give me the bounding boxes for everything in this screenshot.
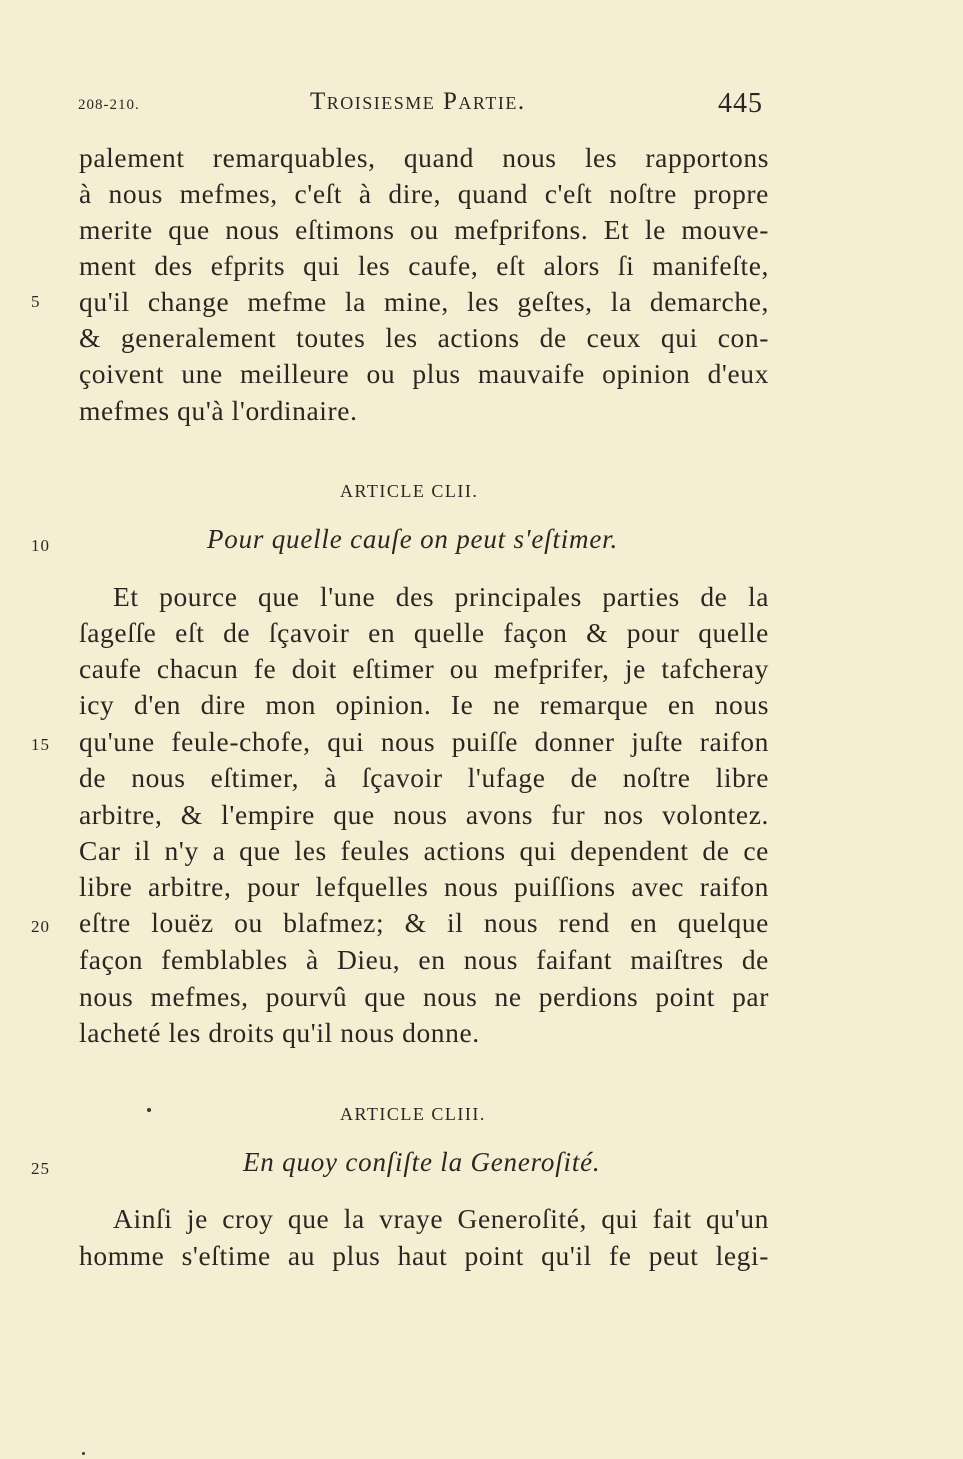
text-line: nous mefmes, pourvû que nous ne perdions point par: [79, 981, 769, 1012]
text-line: qu'il change mefme la mine, les geſtes, la demarche,: [79, 286, 769, 317]
ink-speck: [82, 1452, 85, 1455]
text-line: Ainſi je croy que la vraye Generoſité, qui fait qu'un: [113, 1203, 769, 1234]
page-range: 208-210.: [78, 97, 140, 113]
line-number: 25: [31, 1159, 50, 1178]
page-number: 445: [718, 88, 763, 119]
text-line: homme s'eſtime au plus haut point qu'il fe peut legi-: [79, 1240, 769, 1271]
text-line: façon femblables à Dieu, en nous faifant maiſtres de: [79, 944, 769, 975]
article-heading: ARTICLE CLII.: [340, 481, 479, 501]
article-title: En quoy conſiſte la Generoſité.: [243, 1147, 601, 1177]
text-line: arbitre, & l'empire que nous avons fur nos volontez.: [79, 799, 769, 830]
text-line: çoivent une meilleure ou plus mauvaife opinion d'eux: [79, 358, 769, 389]
article-heading: ARTICLE CLIII.: [340, 1104, 486, 1124]
text-line: merite que nous eſtimons ou mefprifons. Et le mouve-: [79, 214, 769, 245]
text-line: qu'une feule-chofe, qui nous puiſſe donner juſte raifon: [79, 726, 769, 757]
text-line: de nous eſtimer, à ſçavoir l'ufage de noſtre libre: [79, 762, 769, 793]
line-number: 20: [31, 917, 50, 936]
line-number: 5: [31, 292, 41, 311]
text-line: mefmes qu'à l'ordinaire.: [79, 395, 358, 426]
text-line: palement remarquables, quand nous les rapportons: [79, 142, 769, 173]
ink-speck: [147, 1108, 151, 1112]
text-line: icy d'en dire mon opinion. Ie ne remarque en nous: [79, 689, 769, 720]
text-line: lacheté les droits qu'il nous donne.: [79, 1017, 480, 1048]
running-title: Troisiesme Partie.: [310, 88, 526, 115]
text-line: à nous mefmes, c'eſt à dire, quand c'eſt noſtre propre: [79, 178, 769, 209]
text-line: & generalement toutes les actions de ceux qui con-: [79, 322, 769, 353]
text-line: libre arbitre, pour lefquelles nous puiſſions avec raifon: [79, 871, 769, 902]
text-line: ment des efprits qui les caufe, eſt alors ſi manifeſte,: [79, 250, 769, 281]
text-line: ſageſſe eſt de ſçavoir en quelle façon & pour quelle: [79, 617, 769, 648]
text-line: Car il n'y a que les feules actions qui dependent de ce: [79, 835, 769, 866]
text-line: caufe chacun fe doit eſtimer ou mefprifer, je tafcheray: [79, 653, 769, 684]
line-number: 15: [31, 735, 50, 754]
line-number: 10: [31, 536, 50, 555]
text-line: Et pource que l'une des principales parties de la: [113, 581, 769, 612]
article-title: Pour quelle cauſe on peut s'eſtimer.: [207, 524, 618, 554]
text-line: eſtre louëz ou blafmez; & il nous rend en quelque: [79, 907, 769, 938]
